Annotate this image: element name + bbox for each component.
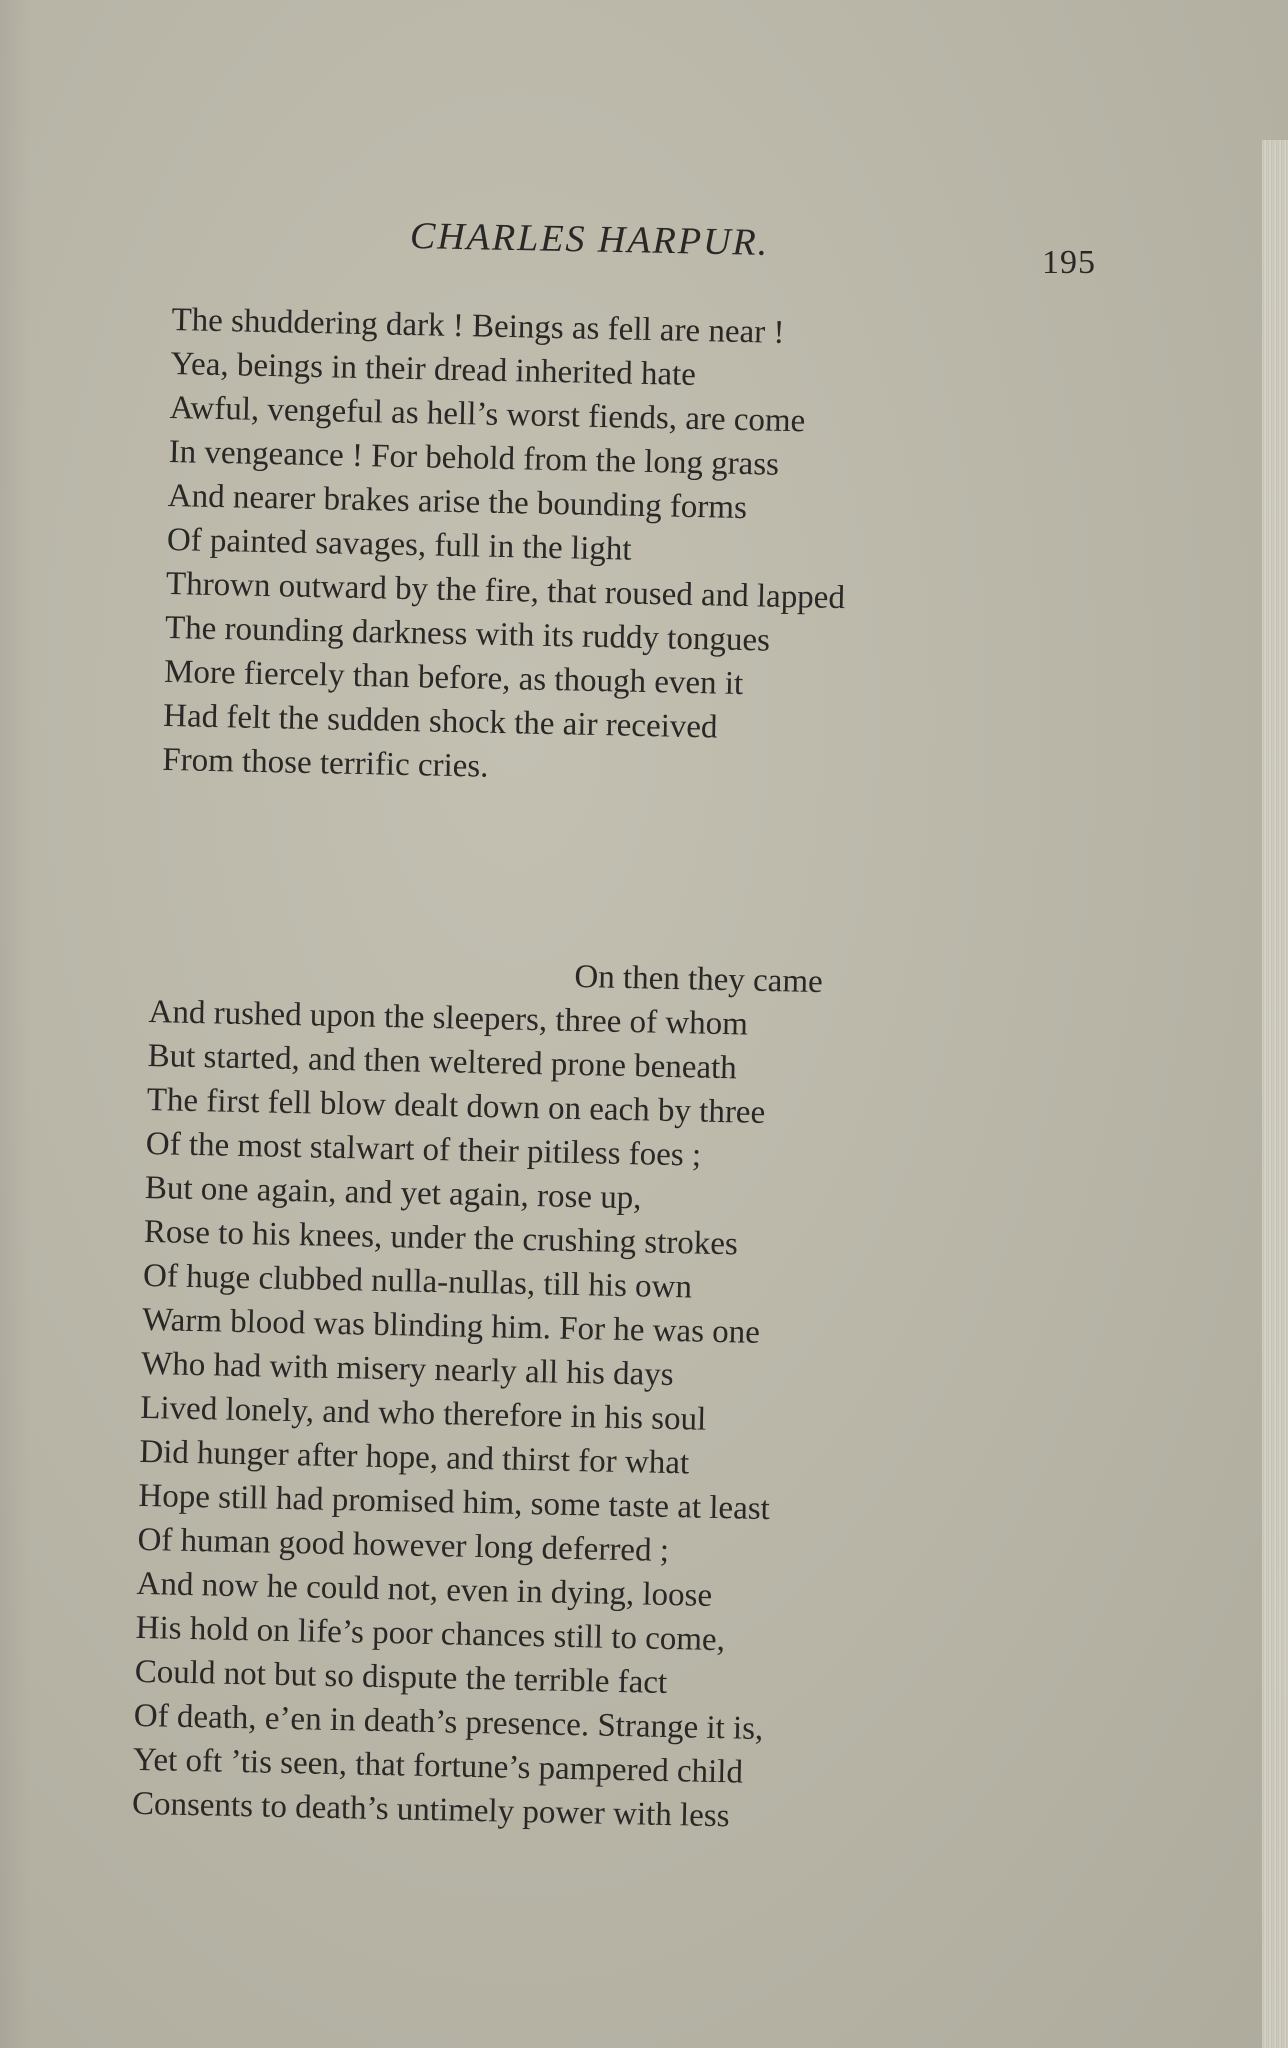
poem-line: Awful, vengeful as hell’s worst fiends, are come [169, 389, 806, 440]
page-number: 195 [1042, 244, 1096, 281]
poem-line: Of human good however long deferred ; [137, 1521, 670, 1569]
running-title: CHARLES HARPUR. [409, 215, 770, 264]
poem-line: Consents to death’s untimely power with less [131, 1785, 730, 1835]
poem-line: Had felt the sudden shock the air received [162, 697, 718, 746]
poem-line: Lived lonely, and who therefore in his soul [139, 1389, 707, 1438]
poem-line: And now he could not, even in dying, loose [136, 1565, 713, 1614]
poem-line: Hope still had promised him, some taste at least [138, 1477, 771, 1528]
poem-line: The shuddering dark ! Beings as fell are near ! [171, 301, 785, 351]
poem-line: In vengeance ! For behold from the long grass [168, 433, 780, 483]
poem-line: But started, and then weltered prone beneath [147, 1037, 738, 1087]
poem-line: And nearer brakes arise the bounding forms [167, 477, 748, 527]
poem-line: Could not but so dispute the terrible fact [134, 1653, 668, 1701]
page-edge [1262, 140, 1288, 2048]
poem-line: Of huge clubbed nulla-nullas, till his own [142, 1257, 693, 1306]
stanza-2 [132, 946, 824, 1840]
stanza-1 [162, 298, 851, 796]
poem-line: Yet oft ’tis seen, that fortune’s pampered child [132, 1741, 744, 1791]
poem-line: The first fell blow dealt down on each by three [146, 1081, 766, 1131]
poem-line: Of death, e’en in death’s presence. Strange it is, [133, 1697, 764, 1748]
poem-line: But one again, and yet again, rose up, [144, 1169, 642, 1217]
poem-line: Warm blood was blinding him. For he was one [141, 1301, 761, 1351]
poem-line: Yea, beings in their dread inherited hate [170, 345, 697, 393]
poem-line: More fiercely than before, as though even it [163, 653, 744, 703]
poem-line: Thrown outward by the fire, that roused and lapped [165, 565, 846, 617]
poem-line: The rounding darkness with its ruddy tongues [164, 609, 771, 659]
poem-line-indented: On then they came [574, 958, 824, 1001]
poem-line: And rushed upon the sleepers, three of whom [148, 993, 749, 1043]
poem-line: His hold on life’s poor chances still to come, [135, 1609, 726, 1659]
poem-line: Who had with misery nearly all his days [140, 1345, 674, 1394]
poem-line: Rose to his knees, under the crushing strokes [143, 1213, 739, 1263]
poem-line: From those terrific cries. [161, 741, 489, 785]
poem-line: Of painted savages, full in the light [166, 521, 632, 568]
poem-line: Of the most stalwart of their pitiless foes ; [145, 1125, 702, 1174]
poem-line: Did hunger after hope, and thirst for what [139, 1433, 690, 1482]
